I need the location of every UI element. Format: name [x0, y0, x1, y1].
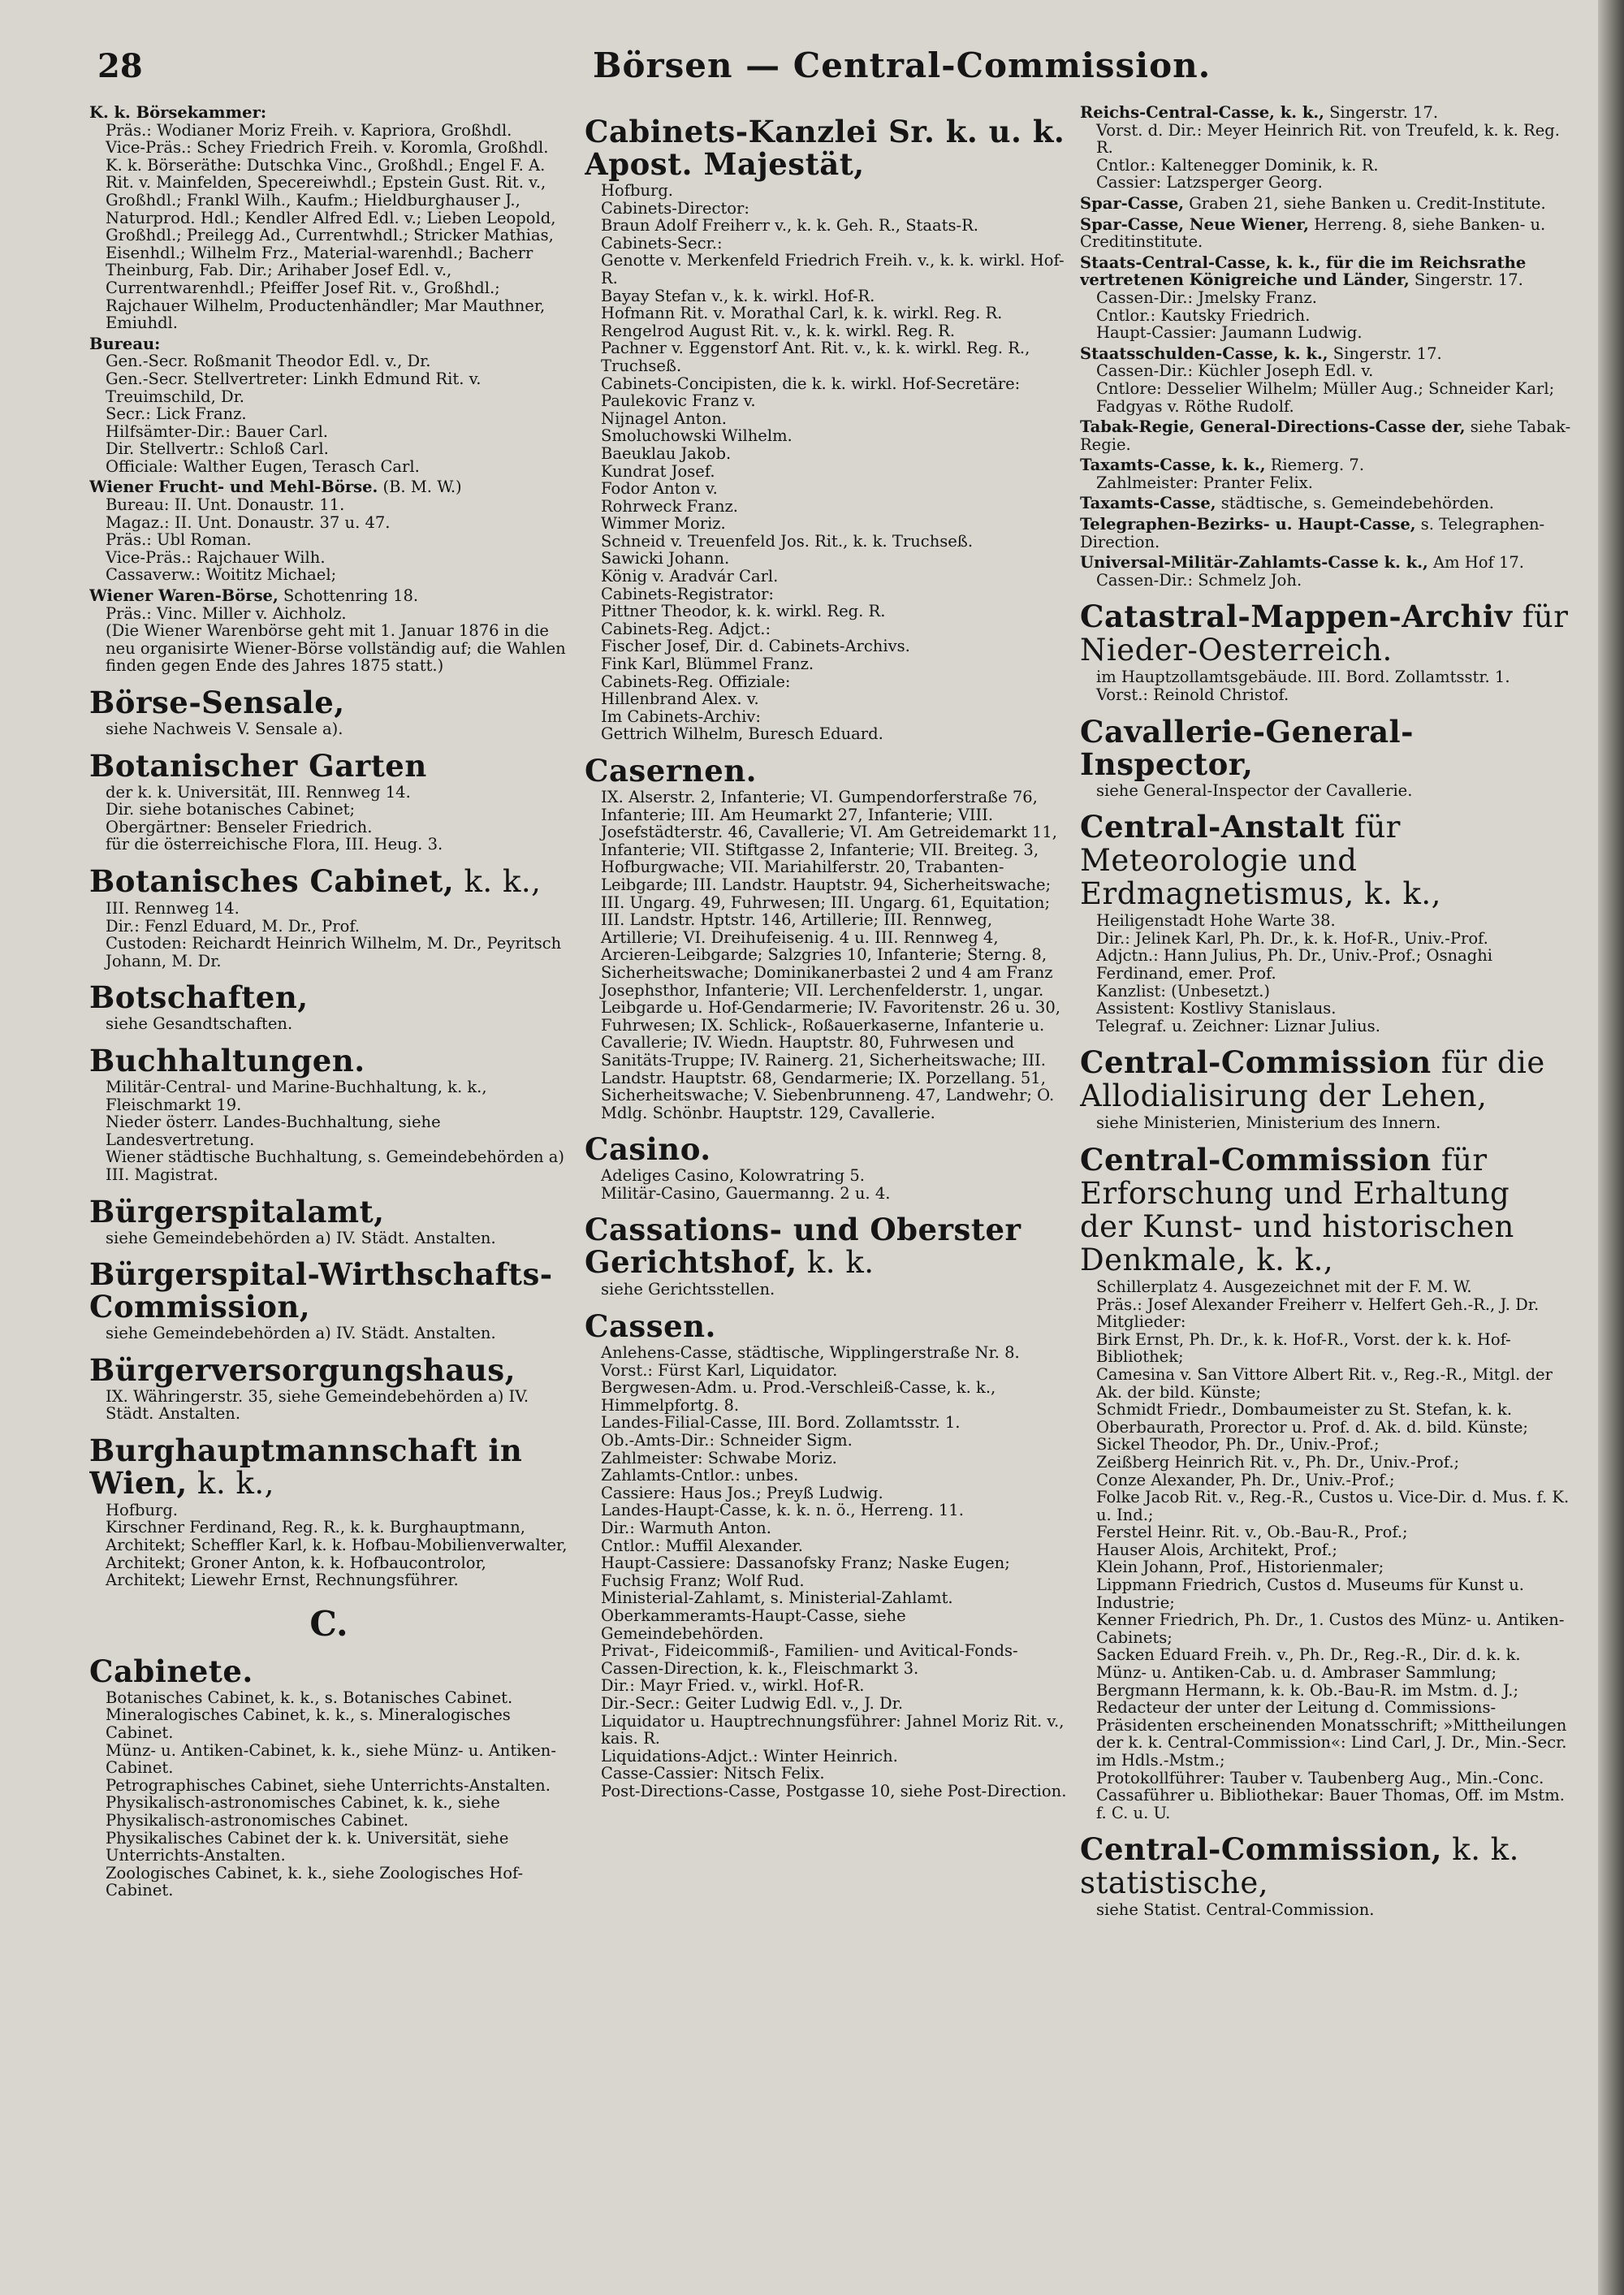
directory-entry [89, 335, 568, 476]
entry-line: Lippmann Friedrich, Custos d. Museums für Kunst u. Industrie; [1096, 1575, 1524, 1612]
entry-line: siehe Ministerien, Ministerium des Innern. [1096, 1113, 1441, 1133]
entry-line: Zahlmeister: Schwabe Moriz. [601, 1448, 837, 1467]
entry-line: IX. Währingerstr. 35, siehe Gemeindebehörden a) IV. Städt. Anstalten. [106, 1386, 529, 1424]
entry-line: Sickel Theodor, Ph. Dr., Univ.-Prof.; [1096, 1435, 1380, 1454]
heading-rest: für Nieder-Oesterreich. [1080, 599, 1569, 668]
entry-title: Spar-Casse, [1080, 193, 1185, 213]
running-head: Börsen — Central-Commission. [593, 45, 1212, 85]
entry-line: Secr.: Lick Franz. [106, 404, 247, 424]
entry-line: Gen.-Secr. Stellvertreter: Linkh Edmund Rit. v. Treuimschild, Dr. [106, 369, 482, 406]
entry-line: Liquidations-Adjct.: Winter Heinrich. [601, 1746, 898, 1766]
directory-entry [1080, 104, 1571, 192]
entry-line: Kundrat Josef. [601, 461, 715, 481]
entry-line: Cassen-Dir.: Jmelsky Franz. [1096, 287, 1317, 307]
heading-rest: für die Allodialisirung der Lehen, [1080, 1045, 1545, 1114]
entry-line: Militär-Central- und Marine-Buchhaltung, k. k., Fleischmarkt 19. [106, 1077, 487, 1114]
entry-line: III. Rennweg 14. [106, 898, 240, 918]
entry-title: Telegraphen-Bezirks- u. Haupt-Casse, [1080, 515, 1416, 534]
heading-title: Botanischer Garten [89, 747, 427, 784]
directory-entry [1080, 418, 1571, 453]
heading-title: Cabinete. [89, 1653, 253, 1689]
entry-line: Oberkammeramts-Haupt-Casse, siehe Gemeindebehörden. [601, 1606, 906, 1643]
entry-line: Vorst.: Fürst Karl, Liquidator. [601, 1360, 838, 1380]
entry-line: Liquidator u. Hauptrechnungsführer: Jahnel Moriz Rit. v., kais. R. [601, 1711, 1065, 1748]
entry-line: Conze Alexander, Ph. Dr., Univ.-Prof.; [1096, 1470, 1395, 1489]
entry-line: Pittner Theodor, k. k. wirkl. Reg. R. [601, 602, 886, 621]
section-heading [585, 754, 1072, 787]
section-heading [89, 686, 568, 719]
entry-line: Paulekovic Franz v. [601, 391, 756, 411]
entry-line: Petrographisches Cabinet, siehe Unterrichts-Anstalten. [106, 1775, 551, 1795]
entry-title: Spar-Casse, Neue Wiener, [1080, 214, 1310, 234]
page-header [89, 39, 1600, 88]
entry-line: siehe Nachweis V. Sensale a). [106, 720, 343, 738]
directory-entry [1080, 345, 1571, 415]
entry-line: Assistent: Kostlivy Stanislaus. [1096, 999, 1337, 1018]
entry-line: Landes-Haupt-Casse, k. k. n. ö., Herreng. 11. [601, 1501, 964, 1520]
page-number: 28 [97, 47, 143, 85]
column-right [1080, 104, 1571, 2280]
entry-line: Dir.: Mayr Fried. v., wirkl. Hof-R. [601, 1676, 865, 1696]
entry-line: der k. k. Universität, III. Rennweg 14. [106, 782, 411, 802]
entry-line: Cntlor.: Muffil Alexander. [601, 1536, 803, 1555]
entry-line: Pachner v. Eggenstorf Ant. Rit. v., k. k. wirkl. Reg. R., Truchseß. [601, 339, 1030, 375]
entry-title: Taxamts-Casse, [1080, 494, 1216, 513]
section-heading [585, 1131, 1072, 1168]
entry-line: Mineralogisches Cabinet, k. k., s. Mineralogisches Cabinet. [106, 1705, 511, 1743]
entry-line: Hofburg. [106, 1500, 179, 1519]
entry-line: Cabinets-Registrator: [601, 584, 774, 603]
heading-title: Burghauptmannschaft in Wien, [89, 1432, 523, 1501]
entry-line: Magaz.: II. Unt. Donaustr. 37 u. 47. [106, 512, 391, 532]
entry-line: Im Cabinets-Archiv: [601, 707, 761, 726]
entry-line: K. k. Börseräthe: Dutschka Vinc., Großhdl.; Engel F. A. Rit. v. Mainfelden, Specereiwhdl.; Epstein Gust. Rit. v., Großhdl.; Frankl Wilh., Kaufm.; Hieldburghauser J., Naturprod. Hdl.; Kendler Alfred Edl. v.; Lieben Leopold, Großhdl.; Preilegg Ad., Currentwhdl.; Stricker Mathias, Eisenhdl.; Wilhelm Frz., Material-warenhdl.; Bacherr Theinburg, Fab. Dir.; Arihaber Josef Edl. v., Currentwarenhdl.; Pfeiffer Josef Rit. v., Großhdl.; Rajchauer Wilhelm, Productenhändler; Mar Mauthner, Emiuhdl. [106, 155, 556, 333]
entry-line: Bureau: II. Unt. Donaustr. 11. [106, 495, 345, 515]
entry-line: Hofmann Rit. v. Morathal Carl, k. k. wirkl. Reg. R. [601, 304, 1003, 323]
heading-rest: k. k., [187, 1465, 274, 1501]
section-heading [585, 1213, 1072, 1279]
heading-title: Börse-Sensale, [89, 685, 345, 720]
entry-address: Am Hof 17. [1427, 553, 1524, 573]
heading-title: Central-Commission [1080, 1044, 1432, 1081]
entry-line: siehe Statist. Central-Commission. [1096, 1900, 1375, 1920]
directory-entry [89, 587, 568, 675]
entry-line: Dir. Stellvertr.: Schloß Carl. [106, 439, 329, 459]
entry-title: Tabak-Regie, General-Directions-Casse der, [1080, 417, 1466, 437]
entry-line: Sawicki Johann. [601, 549, 730, 568]
section-heading [1080, 1046, 1571, 1113]
entry-line: Anlehens-Casse, städtische, Wipplingerstraße Nr. 8. [601, 1343, 1020, 1363]
entry-line: Redacteur der unter der Leitung d. Commissions-Präsidenten erscheinenden Monatsschrift; »Mittheilungen der k. k. Central-Commission«: Lind Carl, J. Dr., Min.-Secr. im Hdls.-Mstm.; [1096, 1698, 1567, 1770]
entry-line: Hauser Alois, Architekt, Prof.; [1096, 1540, 1337, 1559]
section-heading [89, 1351, 568, 1388]
entry-line: Rengelrod August Rit. v., k. k. wirkl. Reg. R. [601, 321, 956, 340]
directory-entry [1080, 516, 1571, 551]
section-heading [89, 1434, 568, 1500]
entry-line: Braun Adolf Freiherr v., k. k. Geh. R., Staats-R. [601, 216, 978, 236]
entry-title: Staatsschulden-Casse, k. k., [1080, 344, 1328, 363]
entry-line: Dir.: Jelinek Karl, Ph. Dr., k. k. Hof-R., Univ.-Prof. [1096, 928, 1488, 948]
entry-line: Zahlamts-Cntlor.: unbes. [601, 1466, 799, 1485]
entry-line: Bayay Stefan v., k. k. wirkl. Hof-R. [601, 286, 875, 305]
entry-title: Reichs-Central-Casse, k. k., [1080, 104, 1324, 122]
entry-line: Baeuklau Jakob. [601, 443, 732, 463]
heading-title: Bürgerversorgungshaus, [89, 1351, 516, 1388]
entry-line: Telegraf. u. Zeichner: Liznar Julius. [1096, 1016, 1380, 1035]
entry-title: Wiener Waren-Börse, [89, 586, 279, 606]
entry-line: Präs.: Ubl Roman. [106, 530, 252, 550]
heading-title: Casino. [585, 1131, 711, 1168]
entry-line: Officiale: Walther Eugen, Terasch Carl. [106, 456, 420, 476]
section-heading [89, 1655, 568, 1688]
entry-line: Bergmann Hermann, k. k. Ob.-Bau-R. im Mstm. d. J.; [1096, 1680, 1519, 1700]
heading-title: Botanisches Cabinet, [89, 862, 455, 899]
heading-title: Cassen. [585, 1308, 716, 1345]
entry-line: Botanisches Cabinet, k. k., s. Botanisches Cabinet. [106, 1688, 513, 1707]
entry-line: Kenner Friedrich, Ph. Dr., 1. Custos des Münz- u. Antiken-Cabinets; [1096, 1610, 1565, 1647]
section-heading [1080, 715, 1571, 780]
heading-title: Cassations- und Oberster Gerichtshof, [585, 1212, 1021, 1281]
entry-line: Kanzlist: (Unbesetzt.) [1096, 981, 1271, 1001]
entry-address: siehe Tabak-Regie. [1080, 417, 1571, 454]
entry-line: Ministerial-Zahlamt, s. Ministerial-Zahlamt. [601, 1588, 953, 1608]
section-heading [585, 1308, 1072, 1345]
heading-rest: k. k., [454, 863, 542, 899]
section-heading [89, 862, 568, 899]
entry-line: Cabinets-Concipisten, die k. k. wirkl. Hof-Secretäre: [601, 374, 1021, 393]
entry-line: IX. Alserstr. 2, Infanterie; VI. Gumpendorferstraße 76, Infanterie; III. Am Heumarkt 27, Infanterie; VIII. Josefstädterstr. 46, Cavallerie; VI. Am Getreidemarkt 11, Infanterie; VII. Stiftgasse 2, Infanterie; VII. Breiteg. 3, Hofburgwache; VII. Mariahilferstr. 20, Trabanten-Leibgarde; III. Landstr. Hauptstr. 94, Sicherheitswache; III. Ungarg. 49, Fuhrwesen; III. Ungarg. 61, Equitation; III. Landstr. Hptstr. 146, Artillerie; III. Rennweg, Artillerie; VI. Dreihufeisenig. 4 u. III. Rennweg 4, Arcieren-Leibgarde; Salzgries 10, Infanterie; Sterng. 8, Sicherheitswache; Dominikanerbastei 2 und 4 am Franz Josephsthor, Infanterie; VII. Lerchenfelderstr. 1, ungar. Leibgarde u. Hof-Gendarmerie; IV. Favoritenstr. 26 u. 30, Fuhrwesen; IX. Schlick-, Roßauerkaserne, Infanterie u. Cavallerie; IV. Wiedn. Hauptstr. 80, Fuhrwesen und Sanitäts-Truppe; IV. Rainerg. 21, Sicherheitswache; III. Landstr. Hauptstr. 68, Gendarmerie; IX. Porzellang. 51, Sicherheitswache; V. Siebenbrunneng. 47, Landwehr; O. Mdlg. Schönbr. Hauptstr. 129, Cavallerie. [601, 788, 1060, 1122]
heading-title: Catastral-Mappen-Archiv [1080, 599, 1513, 635]
heading-rest: für Erforschung und Erhaltung der Kunst- und historischen Denkmale, k. k., [1080, 1142, 1514, 1277]
entry-line: im Hauptzollamtsgebäude. III. Bord. Zollamtsstr. 1. [1096, 668, 1510, 687]
directory-entry [89, 478, 568, 584]
heading-title: Bürgerspital-Wirthschafts-Commission, [89, 1256, 553, 1325]
entry-title: Universal-Militär-Zahlamts-Casse k. k., [1080, 553, 1428, 573]
entry-line: Nijnagel Anton. [601, 408, 727, 428]
entry-title: Staats-Central-Casse, k. k., für die im Reichsrathe vertretenen Königreiche und Länder, [1080, 253, 1527, 290]
section-heading [89, 1195, 568, 1228]
entry-line: Cntlor.: Kaltenegger Dominik, k. R. [1096, 155, 1379, 175]
entry-line: Zeißberg Heinrich Rit. v., Ph. Dr., Univ.-Prof.; [1096, 1452, 1460, 1472]
entry-line: Rohrweck Franz. [601, 496, 738, 516]
heading-title: Central-Anstalt [1080, 809, 1345, 845]
entry-line: Schillerplatz 4. Ausgezeichnet mit der F. M. W. [1096, 1277, 1472, 1296]
entry-line: Kirschner Ferdinand, Reg. R., k. k. Burghauptmann, Architekt; Scheffler Karl, k. k. Hofbau-Mobilienverwalter, Architekt; Groner Anton, k. k. Hofbaucontrolor, Architekt; Liewehr Ernst, Rechnungsführer. [106, 1518, 568, 1590]
entry-line: Cabinets-Director: [601, 198, 749, 218]
entry-line: Protokollführer: Tauber v. Taubenberg Aug., Min.-Conc. [1096, 1768, 1544, 1787]
entry-line: für die österreichische Flora, III. Heug. 3. [106, 835, 443, 854]
entry-line: siehe Gemeindebehörden a) IV. Städt. Anstalten. [106, 1324, 496, 1343]
entry-line: Cabinets-Reg. Adjct.: [601, 619, 771, 638]
entry-line: Militär-Casino, Gauermanng. 2 u. 4. [601, 1183, 891, 1203]
entry-line: Präs.: Wodianer Moriz Freih. v. Kapriora, Großhdl. [106, 120, 512, 140]
entry-address: städtische, s. Gemeindebehörden. [1216, 494, 1495, 513]
section-heading [89, 1258, 568, 1323]
section-heading [1080, 1833, 1571, 1900]
entry-line: Cassaführer u. Bibliothekar: Bauer Thomas, Off. im Mstm. f. C. u. U. [1096, 1786, 1565, 1822]
heading-title: Cavallerie-General-Inspector, [1080, 713, 1414, 782]
heading-title: Central-Commission [1080, 1141, 1432, 1178]
entry-line: Cntlor.: Kautsky Friedrich. [1096, 305, 1311, 325]
entry-line: König v. Aradvár Carl. [601, 567, 779, 586]
entry-line: Physikalisch-astronomisches Cabinet, k. k., siehe Physikalisch-astronomisches Cabinet. [106, 1793, 500, 1830]
entry-line: Folke Jacob Rit. v., Reg.-R., Custos u. Vice-Dir. d. Mus. f. K. u. Ind.; [1096, 1488, 1570, 1524]
entry-line: Privat-, Fideicommiß-, Familien- und Avitical-Fonds-Cassen-Direction, k. k., Fleischmarkt 3. [601, 1641, 1018, 1678]
section-heading [1080, 810, 1571, 910]
entry-line: Haupt-Cassiere: Dassanofsky Franz; Naske Eugen; Fuchsig Franz; Wolf Rud. [601, 1554, 1010, 1590]
heading-rest: für Meteorologie und Erdmagnetismus, k. k., [1080, 810, 1441, 912]
entry-address: Graben 21, siehe Banken u. Credit-Institute. [1184, 193, 1546, 213]
entry-line: Wiener städtische Buchhaltung, s. Gemeindebehörden a) III. Magistrat. [106, 1148, 564, 1184]
entry-line: Camesina v. San Vittore Albert Rit. v., Reg.-R., Mitgl. der Ak. der bild. Künste; [1096, 1364, 1553, 1402]
entry-line: Präs.: Vinc. Miller v. Aichholz. [106, 603, 347, 623]
entry-line: Vice-Präs.: Schey Friedrich Freih. v. Koromla, Großhdl. [106, 138, 549, 158]
entry-line: Fischer Josef, Dir. d. Cabinets-Archivs. [601, 637, 910, 656]
entry-line: (Die Wiener Warenbörse geht mit 1. Januar 1876 in die neu organisirte Wiener-Börse vollständig auf; die Wahlen finden gegen Ende des Jahres 1875 statt.) [106, 621, 566, 676]
entry-line: Münz- u. Antiken-Cabinet, k. k., siehe Münz- u. Antiken-Cabinet. [106, 1740, 556, 1778]
entry-line: Nieder österr. Landes-Buchhaltung, siehe Landesvertretung. [106, 1113, 441, 1149]
heading-title: Botschaften, [89, 979, 309, 1016]
entry-line: Bergwesen-Adm. u. Prod.-Verschleiß-Casse, k. k., Himmelpfortg. 8. [601, 1378, 996, 1415]
directory-entry [89, 104, 568, 332]
entry-line: siehe Gesandtschaften. [106, 1014, 293, 1034]
entry-line: Fink Karl, Blümmel Franz. [601, 655, 814, 674]
entry-line: Cassen-Dir.: Küchler Joseph Edl. v. [1096, 361, 1374, 381]
entry-line: Cassiere: Haus Jos.; Preyß Ludwig. [601, 1483, 883, 1502]
entry-title: Wiener Frucht- und Mehl-Börse. [89, 478, 378, 497]
entry-line: Adjctn.: Hann Julius, Ph. Dr., Univ.-Prof.; Osnaghi Ferdinand, emer. Prof. [1096, 946, 1492, 983]
heading-title: Buchhaltungen. [89, 1042, 365, 1078]
section-heading [89, 747, 568, 784]
directory-entry [1080, 456, 1571, 491]
entry-line: Vice-Präs.: Rajchauer Wilh. [106, 547, 326, 567]
section-heading [1080, 1143, 1571, 1277]
entry-line: Dir. siehe botanisches Cabinet; [106, 800, 356, 819]
entry-line: Haupt-Cassier: Jaumann Ludwig. [1096, 323, 1363, 343]
entry-line: Physikalisches Cabinet der k. k. Universität, siehe Unterrichts-Anstalten. [106, 1828, 509, 1865]
entry-line: Cabinets-Secr.: [601, 233, 723, 253]
entry-address: s. Telegraphen-Direction. [1080, 515, 1545, 551]
directory-entry [1080, 554, 1571, 589]
entry-line: Gettrich Wilhelm, Buresch Eduard. [601, 724, 883, 744]
entry-line: Präs.: Josef Alexander Freiherr v. Helfert Geh.-R., J. Dr. [1096, 1294, 1540, 1314]
entry-line: Post-Directions-Casse, Postgasse 10, siehe Post-Direction. [601, 1781, 1067, 1800]
entry-line: Dir.-Secr.: Geiter Ludwig Edl. v., J. Dr. [601, 1693, 904, 1713]
entry-line: Fodor Anton v. [601, 479, 718, 499]
section-heading [89, 981, 568, 1014]
heading-title: Cabinets-Kanzlei Sr. k. u. k. Apost. Majestät, [585, 114, 1065, 182]
section-heading [585, 115, 1072, 180]
section-heading [89, 1044, 568, 1077]
entry-line: Cntlore: Desselier Wilhelm; Müller Aug.; Schneider Karl; Fadgyas v. Röthe Rudolf. [1096, 378, 1555, 416]
entry-title: Taxamts-Casse, k. k., [1080, 456, 1266, 475]
entry-line: Cassier: Latzsperger Georg. [1096, 173, 1323, 192]
entry-line: Hofburg. [601, 181, 674, 200]
directory-entry [1080, 216, 1571, 251]
entry-line: Vorst. d. Dir.: Meyer Heinrich Rit. von Treufeld, k. k. Reg. R. [1096, 120, 1560, 158]
entry-line: siehe Gemeindebehörden a) IV. Städt. Anstalten. [106, 1228, 496, 1247]
entry-line: Cassaverw.: Woititz Michael; [106, 565, 337, 585]
entry-line: Casse-Cassier: Nitsch Felix. [601, 1764, 825, 1783]
entry-line: Obergärtner: Benseler Friedrich. [106, 817, 373, 836]
entry-line: Ferstel Heinr. Rit. v., Ob.-Bau-R., Prof.; [1096, 1523, 1408, 1542]
entry-line: Mitglieder: [1096, 1312, 1186, 1332]
entry-line: Dir.: Fenzl Eduard, M. Dr., Prof. [106, 916, 361, 936]
entry-line: Klein Johann, Prof., Historienmaler; [1096, 1558, 1384, 1577]
heading-title: Casernen. [585, 753, 758, 789]
column-left [89, 104, 568, 2280]
entry-line: Heiligenstadt Hohe Warte 38. [1096, 911, 1336, 931]
entry-title: K. k. Börsekammer: [89, 104, 267, 122]
entry-line: Cassen-Dir.: Schmelz Joh. [1096, 570, 1302, 590]
entry-address: (B. M. W.) [378, 478, 462, 497]
entry-address: Herreng. 8, siehe Banken- u. Creditinstitute. [1080, 214, 1546, 252]
entry-line: Zoologisches Cabinet, k. k., siehe Zoologisches Hof-Cabinet. [106, 1863, 524, 1900]
heading-rest: k. k. [797, 1245, 875, 1281]
heading-title: Central-Commission, [1080, 1831, 1443, 1868]
entry-line: siehe General-Inspector der Cavallerie. [1096, 780, 1413, 800]
entry-line: Genotte v. Merkenfeld Friedrich Freih. v., k. k. wirkl. Hof-R. [601, 251, 1065, 287]
directory-entry [1080, 254, 1571, 342]
directory-entry [1080, 495, 1571, 512]
section-letter: C. [309, 1603, 348, 1644]
entry-line: Birk Ernst, Ph. Dr., k. k. Hof-R., Vorst. der k. k. Hof-Bibliothek; [1096, 1329, 1511, 1367]
directory-entry [1080, 195, 1571, 213]
section-heading [1080, 600, 1571, 667]
entry-line: Adeliges Casino, Kolowratring 5. [601, 1166, 865, 1186]
entry-line: Landes-Filial-Casse, III. Bord. Zollamtsstr. 1. [601, 1413, 961, 1433]
entry-line: Sacken Eduard Freih. v., Ph. Dr., Reg.-R., Dir. d. k. k. Münz- u. Antiken-Cab. u. d. Ambraser Sammlung; [1096, 1645, 1521, 1683]
entry-line: Dir.: Warmuth Anton. [601, 1519, 771, 1537]
entry-line: Hillenbrand Alex. v. [601, 689, 759, 709]
entry-line: Schneid v. Treuenfeld Jos. Rit., k. k. Truchseß. [601, 531, 974, 551]
entry-address: Singerstr. 17. [1328, 344, 1442, 363]
entry-line: Zahlmeister: Pranter Felix. [1096, 473, 1313, 492]
scan-edge [1598, 0, 1624, 2295]
heading-rest: k. k. statistische, [1080, 1832, 1519, 1901]
entry-line: Vorst.: Reinold Christof. [1096, 685, 1289, 705]
entry-address: Schottenring 18. [278, 586, 419, 606]
entry-address: Singerstr. 17. [1324, 104, 1439, 122]
entry-line: Gen.-Secr. Roßmanit Theodor Edl. v., Dr. [106, 352, 431, 371]
entry-line: Smoluchowski Wilhelm. [601, 426, 793, 446]
entry-line: Wimmer Moriz. [601, 514, 726, 534]
entry-line: Ob.-Amts-Dir.: Schneider Sigm. [601, 1431, 853, 1450]
entry-title: Bureau: [89, 334, 161, 353]
entry-line: Cabinets-Reg. Offiziale: [601, 672, 791, 691]
entry-line: siehe Gerichtsstellen. [601, 1280, 775, 1299]
entry-line: Schmidt Friedr., Dombaumeister zu St. Stefan, k. k. Oberbaurath, Prorector u. Prof. d. Ak. d. bild. Künste; [1096, 1400, 1528, 1437]
entry-line: Hilfsämter-Dir.: Bauer Carl. [106, 421, 328, 441]
entry-address: Riemerg. 7. [1265, 456, 1365, 475]
entry-line: Custoden: Reichardt Heinrich Wilhelm, M. Dr., Peyritsch Johann, M. Dr. [106, 934, 562, 970]
column-middle [585, 104, 1072, 2280]
heading-title: Bürgerspitalamt, [89, 1193, 385, 1230]
entry-address: Singerstr. 17. [1409, 270, 1523, 290]
